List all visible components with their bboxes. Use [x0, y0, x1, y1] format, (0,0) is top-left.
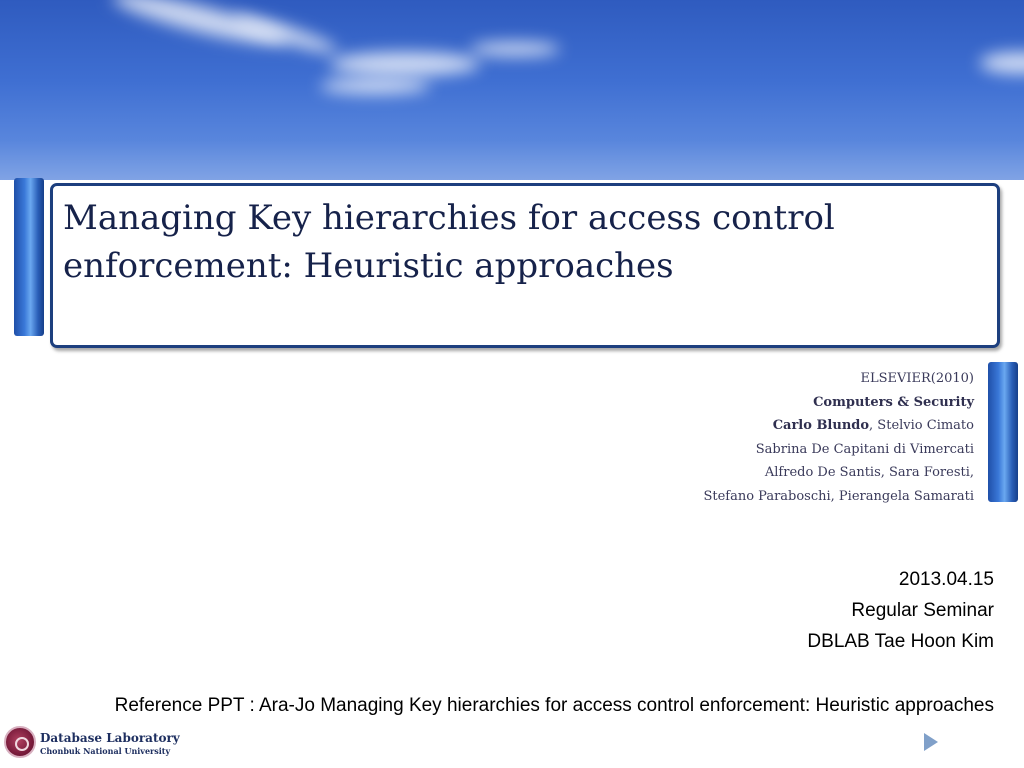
sky-fade	[0, 140, 1024, 180]
title-box	[50, 183, 1000, 348]
seminar-date: 2013.04.15	[898, 569, 994, 590]
presenter: DBLAB Tae Hoon Kim	[807, 631, 994, 652]
author-line-1	[374, 414, 974, 438]
cloud	[320, 78, 430, 94]
first-author: Carlo Blundo	[772, 418, 870, 433]
author-line-2: Sabrina De Capitani di Vimercati	[755, 441, 974, 457]
decorative-pillar-left	[14, 178, 44, 336]
publication-venue: ELSEVIER(2010)	[860, 371, 974, 386]
slide-title: Managing Key hierarchies for access control enforcement: Heuristic approaches	[63, 198, 835, 286]
author-line-4: Stefano Paraboschi, Pierangela Samarati	[703, 488, 974, 504]
reference-note: Reference PPT : Ara-Jo Managing Key hierarchies for access control enforcement: Heuristic approaches	[114, 695, 994, 716]
seminar-event: Regular Seminar	[851, 600, 994, 621]
next-slide-icon[interactable]	[924, 733, 938, 751]
logo-subtitle: Chonbuk National University	[40, 746, 171, 756]
cloud	[980, 52, 1024, 74]
cloud	[470, 42, 560, 56]
logo-name: Database Laboratory	[40, 731, 180, 745]
decorative-pillar-right	[988, 362, 1018, 502]
database-laboratory-logo	[4, 726, 184, 762]
author-line-3: Alfredo De Santis, Sara Foresti,	[764, 465, 974, 480]
sky-banner	[0, 0, 1024, 180]
journal-name: Computers & Security	[813, 394, 974, 410]
university-seal-icon	[4, 726, 36, 758]
seminar-info	[294, 564, 994, 657]
cloud	[330, 52, 480, 76]
publication-info	[374, 367, 974, 508]
author-line-1-rest: , Stelvio Cimato	[869, 418, 974, 433]
